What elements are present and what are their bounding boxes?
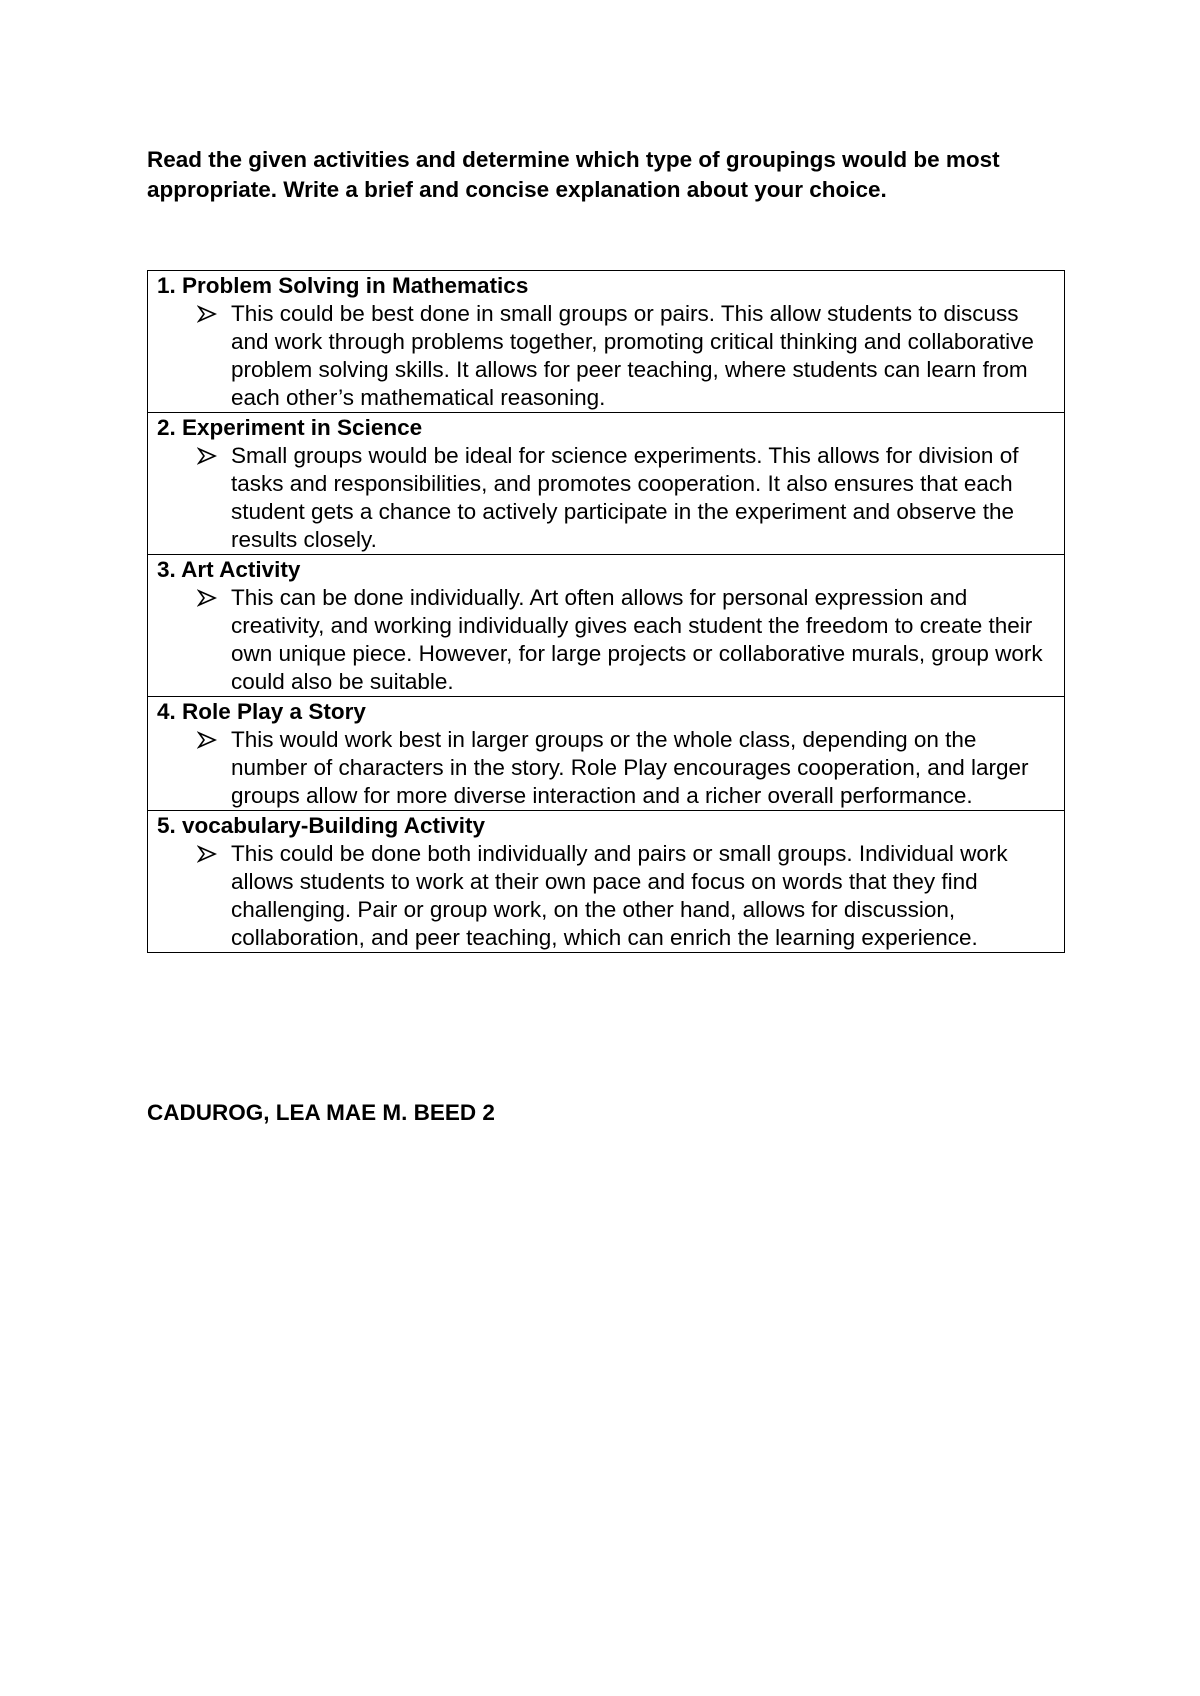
arrowhead-bullet-icon	[197, 442, 221, 470]
arrowhead-bullet-icon	[197, 726, 221, 754]
table-row	[148, 555, 1065, 697]
activity-cell-science-experiment	[148, 413, 1065, 555]
activity-title: 3. Art Activity	[157, 557, 301, 582]
answer-text: This could be best done in small groups or pairs. This allow students to discuss and work through problems together, promoting critical thinking and collaborative problem solving skills. It allows for peer teaching, where students can learn from each other’s mathematical reasoning.	[231, 301, 1034, 410]
activity-answer	[157, 726, 1056, 810]
activity-title: 4. Role Play a Story	[157, 699, 366, 724]
activity-answer	[157, 584, 1056, 696]
answer-text: This could be done both individually and pairs or small groups. Individual work allows students to work at their own pace and focus on words that they find challenging. Pair or group work, on the other hand, allows for discussion, collaboration, and peer teaching, which can enrich the learning experience.	[231, 841, 1008, 950]
activity-cell-vocabulary	[148, 811, 1065, 953]
activity-title: 2. Experiment in Science	[157, 415, 423, 440]
arrowhead-bullet-icon	[197, 840, 221, 868]
answer-text: This can be done individually. Art often allows for personal expression and creativity, and working individually gives each student the freedom to create their own unique piece. However, for large projects or collaborative murals, group work could also be suitable.	[231, 585, 1043, 694]
table-row	[148, 811, 1065, 953]
activity-cell-art	[148, 555, 1065, 697]
table-row	[148, 697, 1065, 811]
activity-title: 1. Problem Solving in Mathematics	[157, 273, 529, 298]
arrowhead-bullet-icon	[197, 584, 221, 612]
activity-answer	[157, 442, 1056, 554]
answer-text: Small groups would be ideal for science experiments. This allows for division of tasks and responsibilities, and promotes cooperation. It also ensures that each student gets a chance to actively participate in the experiment and observe the results closely.	[231, 443, 1019, 552]
answer-text: This would work best in larger groups or the whole class, depending on the number of characters in the story. Role Play encourages cooperation, and larger groups allow for more diverse interaction and a richer overall performance.	[231, 727, 1029, 808]
activity-title: 5. vocabulary-Building Activity	[157, 813, 485, 838]
table-row	[148, 413, 1065, 555]
instructions-heading: Read the given activities and determine which type of groupings would be most appropriate. Write a brief and concise explanation about your choice.	[147, 147, 1000, 202]
table-row	[148, 271, 1065, 413]
activities-table	[147, 270, 1065, 953]
activity-answer	[157, 300, 1056, 412]
student-signature: CADUROG, LEA MAE M. BEED 2	[147, 1100, 495, 1125]
activity-cell-role-play	[148, 697, 1065, 811]
activity-cell-problem-solving	[148, 271, 1065, 413]
arrowhead-bullet-icon	[197, 300, 221, 328]
activity-answer	[157, 840, 1056, 952]
